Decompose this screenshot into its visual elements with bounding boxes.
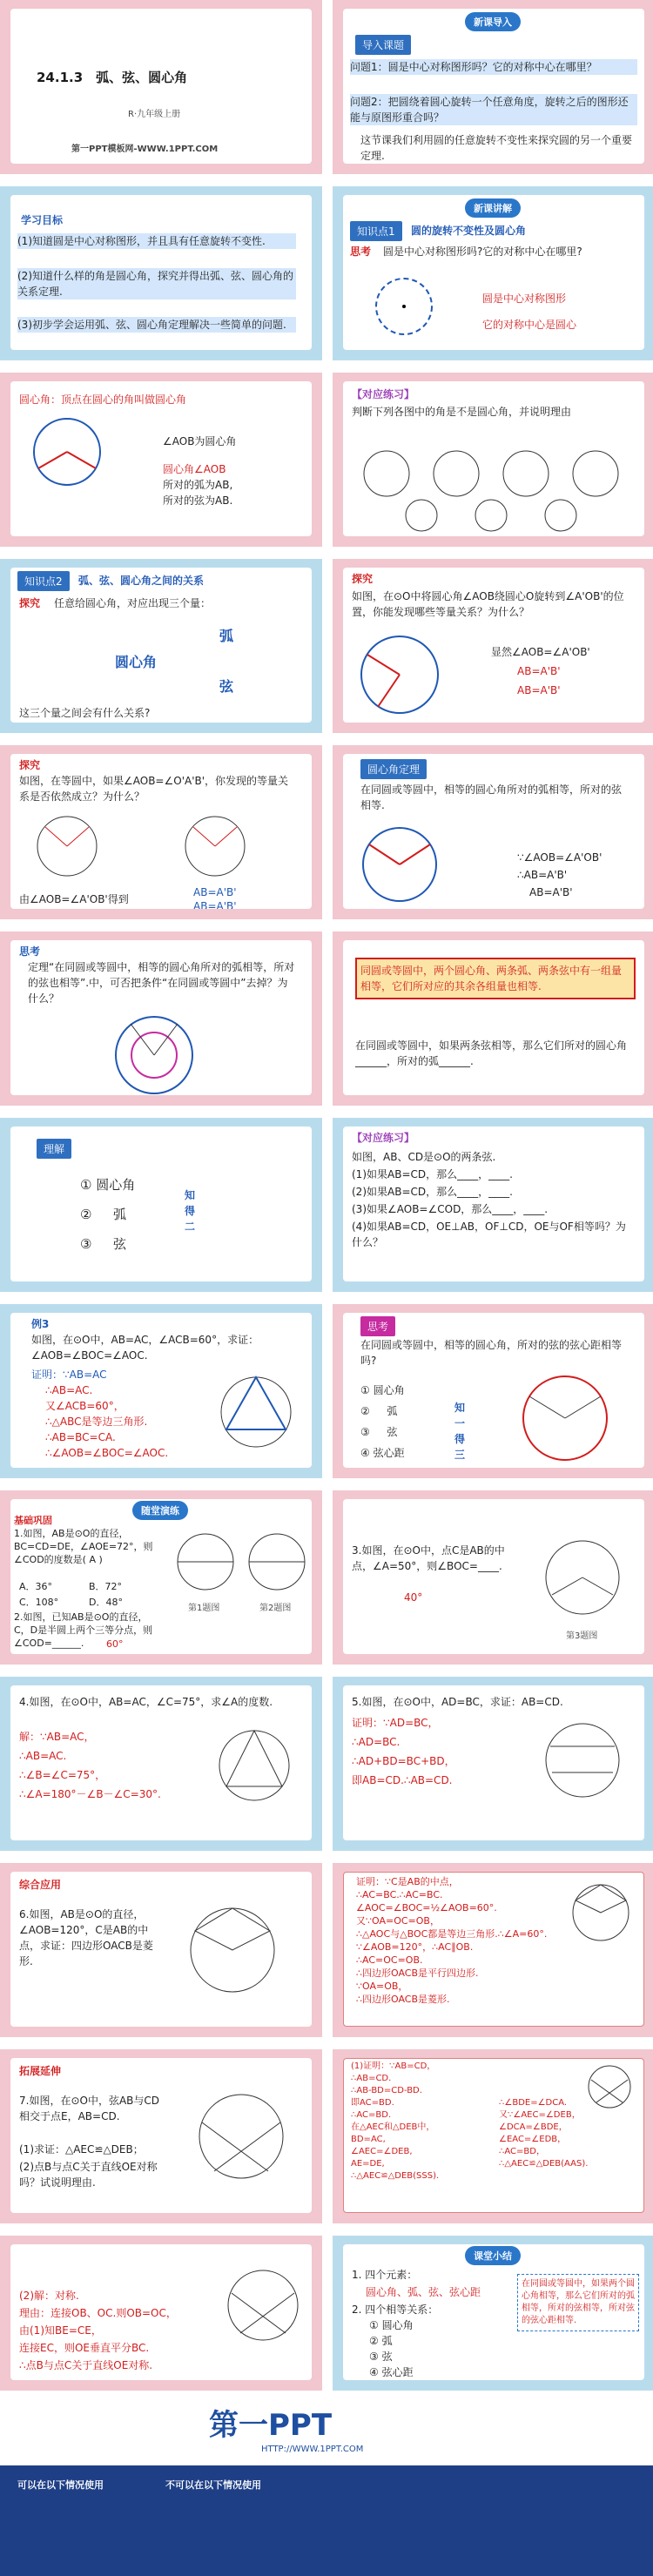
conclusion: 由∠AOB=∠A'OB'得到 xyxy=(19,893,129,905)
explore-label: 探究 xyxy=(19,597,41,609)
knowledge-head: 弧、弦、圆心角之间的关系 xyxy=(78,575,205,587)
proof-1: 证明：∵AB=AC xyxy=(31,1369,107,1381)
explore-question: 如图，在等圆中，如果∠AOB=∠O'A'B'，你发现的等量关系是否依然成立？为什么？ xyxy=(19,775,289,803)
elements: 圆心角、弧、弦、弦心距 xyxy=(366,2286,481,2298)
angle-note-2: 所对的弧为AB, xyxy=(163,479,233,491)
slide-24 xyxy=(333,2049,653,2223)
sol-line-1: (2)解：对称. xyxy=(19,2290,79,2302)
slide-22 xyxy=(333,1863,653,2037)
answer-1: 圆是中心对称图形 xyxy=(482,293,567,305)
item-1: ① 圆心角 xyxy=(360,1384,405,1396)
answer-2: 60° xyxy=(106,1638,124,1650)
proof-line-8: ∴四边形OACB是平行四边形. xyxy=(356,1967,479,1979)
q1-figure xyxy=(171,1527,240,1597)
right-line-2: 又∵∠AEC=∠DEB， xyxy=(499,2110,581,2120)
fill-in-text: 在同圆或等圆中，如果两条弦相等，那么它们所对的圆心角______，所对的弧______. xyxy=(355,1039,628,1067)
q6-figure xyxy=(176,1898,289,2002)
relation-question: 这三个量之间会有什么关系? xyxy=(19,707,151,719)
result-1: AB=A'B' xyxy=(193,886,237,898)
left-line-10: ∴△AEC≌△DEB(SSS). xyxy=(351,2171,440,2181)
answer-3: 40° xyxy=(404,1591,423,1604)
section-tag: 导入课题 xyxy=(355,35,411,55)
answer-2: 它的对称中心是圆心 xyxy=(482,319,577,331)
item-2: ② 弧 xyxy=(360,1405,398,1417)
equal-2: AB=A'B' xyxy=(517,665,561,677)
sol-1: 解：∵AB=AC， xyxy=(19,1731,95,1743)
slide-7 xyxy=(0,559,322,733)
slide-2 xyxy=(333,0,653,174)
left-line-4: 即AC=BD. xyxy=(351,2098,394,2108)
section-badge: 新课讲解 xyxy=(465,198,521,218)
summary-head-2: 2. 四个相等关系： xyxy=(352,2304,439,2316)
left-line-6: 在△AEC和△DEB中， xyxy=(351,2122,435,2132)
basics-tag: 基础巩固 xyxy=(14,1515,52,1526)
think-label: 思考 xyxy=(350,245,372,258)
question-7-1: (1)求证：△AEC≌△DEB； xyxy=(19,2143,144,2156)
footer-cannot-use: 不可以在以下情况使用 xyxy=(165,2479,261,2491)
q5-figure xyxy=(535,1717,630,1804)
proof-line-2: ∴AC=BC.∴AC=BC. xyxy=(356,1889,443,1900)
know-one: 知一得三 xyxy=(454,1402,466,1461)
q7-figure xyxy=(185,2084,298,2189)
slide-9 xyxy=(0,745,322,919)
think-question: 在同圆或等圆中，相等的圆心角，所对的弦的弦心距相等吗? xyxy=(360,1339,623,1367)
proof-line-4: 又∵OA=OC=OB， xyxy=(356,1915,440,1927)
slide-19 xyxy=(0,1677,322,1851)
proof-3: 又∠ACB=60°， xyxy=(45,1400,125,1412)
goal-2: (2)知道什么样的角是圆心角，探究并得出弧、弦、圆心角的关系定理. xyxy=(17,268,296,299)
proof-line-3: ∠AOC=∠BOC=½∠AOB=60°. xyxy=(356,1902,497,1914)
knowledge-tag: 知识点1 xyxy=(350,221,402,241)
item-2: ② 弧 xyxy=(80,1207,126,1222)
q4-figure xyxy=(211,1722,298,1809)
section-badge: 新课导入 xyxy=(465,12,521,31)
left-line-5: ∴AC=BD. xyxy=(351,2110,392,2120)
sol-4: 即AB=CD.∴AB=CD. xyxy=(352,1774,453,1786)
slide-8 xyxy=(333,559,653,733)
think-question: 定理“在同圆或等圆中，相等的圆心角所对的弧相等，所对的弦也相等”.中，可否把条件“在同圆或等圆中”去掉？为什么？ xyxy=(28,961,295,1005)
question-2: 问题2：把圆绕着圆心旋转一个任意角度，旋转之后的图形还能与原图形重合吗？ xyxy=(350,94,637,125)
slide-14 xyxy=(333,1118,653,1292)
think-question: 圆是中心对称图形吗?它的对称中心在哪里? xyxy=(383,245,582,258)
relation-3: ③ 弦 xyxy=(369,2351,393,2363)
equal-3: AB=A'B' xyxy=(517,684,561,696)
sol-1: 证明：∵AD=BC， xyxy=(352,1717,439,1729)
left-line-7: BD=AC, xyxy=(351,2135,386,2144)
slide-10 xyxy=(333,745,653,919)
goal-1: (1)知道圆是中心对称图形，并且具有任意旋转不变性. xyxy=(17,233,296,249)
question-5: 5.如图，在⊙O中，AD=BC，求证：AB=CD. xyxy=(352,1696,563,1708)
summary-note: 在同圆或等圆中，如果两个圆心角相等，那么它们所对的弧相等，所对的弦相等，所对弦的弦心距相等. xyxy=(517,2274,639,2331)
apply-tag: 综合应用 xyxy=(19,1879,62,1891)
proof-4: ∴△ABC是等边三角形. xyxy=(45,1416,148,1428)
theorem-tag: 圆心角定理 xyxy=(360,759,427,779)
sol-line-5: ∴点B与点C关于直线OE对称. xyxy=(19,2359,153,2371)
q7-figure-small xyxy=(579,2061,640,2113)
caption-3: 第3题图 xyxy=(566,1631,598,1641)
right-line-1: ∴∠BDE=∠DCA. xyxy=(499,2098,568,2108)
knowledge-tag: 知识点2 xyxy=(17,571,70,591)
right-line-3: ∠DCA=∠BDE， xyxy=(499,2122,568,2132)
knowledge-head: 圆的旋转不变性及圆心角 xyxy=(411,225,527,237)
sol-line-4: 连接EC，则OE垂直平分BC. xyxy=(19,2342,150,2354)
theorem-text: 在同圆或等圆中，相等的圆心角所对的弧相等，所对的弦相等. xyxy=(360,784,623,811)
lesson-subtitle: R·九年级上册 xyxy=(128,110,181,119)
example-text: 如图，在⊙O中，AB=AC，∠ACB=60°，求证：∠AOB=∠BOC=∠AOC. xyxy=(31,1334,259,1362)
question-1: 问题1：圆是中心对称图形吗？它的对称中心在哪里？ xyxy=(350,59,637,75)
question-3: 3.如图，在⊙O中，点C是AB的中点，∠A=50°，则∠BOC=____. xyxy=(352,1544,505,1572)
right-line-5: ∴AC=BD， xyxy=(499,2147,545,2156)
sol-4: ∴∠A=180°－∠B－∠C=30°. xyxy=(19,1788,161,1800)
slide-17 xyxy=(0,1490,322,1665)
template-credit: 第一PPT模板网-WWW.1PPT.COM xyxy=(71,145,219,154)
slide-3 xyxy=(0,186,322,360)
slide-20 xyxy=(333,1677,653,1851)
angle-note-1: 圆心角∠AOB xyxy=(163,463,226,475)
proof-line-9: ∵OA=OB， xyxy=(356,1981,408,1992)
caption-2: 第2题图 xyxy=(259,1604,292,1613)
left-line-3: ∴AB-BD=CD-BD. xyxy=(351,2086,422,2095)
summary-box: 同圆或等圆中，两个圆心角、两条弧、两条弦中有一组量相等，它们所对应的其余各组量也相等. xyxy=(355,958,636,999)
angle-label: ∠AOB为圆心角 xyxy=(163,435,237,447)
q6-figure-small xyxy=(562,1878,640,1947)
question-7: 7.如图，在⊙O中，弦AB与CD相交于点E，AB=CD. xyxy=(19,2095,160,2122)
extend-tag: 拓展延伸 xyxy=(19,2065,62,2077)
explore-question: 任意给圆心角，对应出现三个量： xyxy=(54,597,212,609)
concentric-figure xyxy=(106,1012,202,1095)
intro-note: 这节课我们利用圆的任意旋转不变性来探究圆的另一个重要定理. xyxy=(360,134,633,162)
right-line-6: ∴△AEC≌△DEB(AAS). xyxy=(499,2159,589,2169)
slide-4 xyxy=(333,186,653,360)
q7-figure-2 xyxy=(219,2262,306,2349)
left-line-8: ∠AEC=∠DEB, xyxy=(351,2147,413,2156)
goal-3: (3)初步学会运用弧、弦、圆心角定理解决一些简单的问题. xyxy=(17,317,296,333)
proof-line-1: 证明：∵C是AB的中点， xyxy=(356,1876,459,1887)
slide-5 xyxy=(0,373,322,547)
relation-2: ② 弧 xyxy=(369,2335,393,2347)
item-4: ④ 弦心距 xyxy=(360,1447,405,1459)
proof-line-6: ∵∠AOB=120°，∴AC∥OB. xyxy=(356,1941,474,1953)
result-2: AB=A'B' xyxy=(193,900,237,909)
know-one: 知得二 xyxy=(185,1189,196,1233)
slide-13 xyxy=(0,1118,322,1292)
sol-3: ∴∠B=∠C=75°， xyxy=(19,1769,106,1781)
sol-line-3: 由(1)知BE=CE， xyxy=(19,2324,102,2337)
definition: 圆心角：顶点在圆心的角叫做圆心角 xyxy=(19,393,187,406)
slide-11 xyxy=(0,932,322,1106)
angle-note-3: 所对的弦为AB. xyxy=(163,494,233,507)
explore-label: 探究 xyxy=(19,759,41,771)
slide-23 xyxy=(0,2049,322,2223)
line-1: (1)如果AB=CD，那么____，____. xyxy=(352,1168,513,1180)
sol-2: ∴AD=BC. xyxy=(352,1736,401,1748)
summary-head-1: 1. 四个元素： xyxy=(352,2269,418,2281)
q3-figure xyxy=(535,1534,630,1621)
lesson-title: 24.1.3 弧、弦、圆心角 xyxy=(37,70,188,85)
example-tag: 例3 xyxy=(31,1318,50,1330)
option-b: B．72° xyxy=(89,1581,123,1592)
dashed-circle-figure xyxy=(369,272,439,341)
line-3: (3)如果∠AOB=∠COD，那么____，____. xyxy=(352,1203,549,1215)
item-1: ① 圆心角 xyxy=(80,1177,136,1193)
option-a: A．36° xyxy=(19,1581,53,1592)
proof-6: ∴∠AOB=∠BOC=∠AOC. xyxy=(45,1447,169,1459)
slide-1 xyxy=(0,0,322,174)
proof-line-7: ∴AC=OC=OB. xyxy=(356,1954,423,1966)
concept-chord: 弦 xyxy=(219,678,234,695)
footer-can-use: 可以在以下情况使用 xyxy=(17,2479,104,2491)
proof-2: ∴AB=AC. xyxy=(45,1384,93,1396)
practice-tag: 【对应练习】 xyxy=(352,1132,415,1144)
concept-angle: 圆心角 xyxy=(115,654,158,670)
question-4: 4.如图，在⊙O中，AB=AC，∠C=75°，求∠A的度数. xyxy=(19,1696,273,1708)
proof-5: ∴AB=BC=CA. xyxy=(45,1431,116,1443)
slide-12 xyxy=(333,932,653,1106)
slide-21 xyxy=(0,1863,322,2037)
q2-figure xyxy=(242,1527,312,1597)
left-line-9: AE=DE, xyxy=(351,2159,385,2169)
formula-1: ∵∠AOB=∠A'OB' xyxy=(517,851,603,864)
triangle-figure xyxy=(212,1367,300,1454)
slide-16 xyxy=(333,1304,653,1478)
line-0: 如图，AB、CD是⊙O的两条弦. xyxy=(352,1151,496,1163)
concept-arc: 弧 xyxy=(219,628,234,644)
section-badge: 随堂演练 xyxy=(132,1501,188,1520)
slide-6 xyxy=(333,373,653,547)
goals-tag: 学习目标 xyxy=(21,214,64,226)
sol-line-2: 理由：连接OB、OC.则OB=OC， xyxy=(19,2307,177,2319)
proof-line-5: ∴△AOC与△BOC都是等边三角形.∴∠A=60°. xyxy=(356,1928,548,1940)
question-1: 1.如图，AB是⊙O的直径，BC=CD=DE，∠AOE=72°，则∠COD的度数是( A ) xyxy=(14,1528,153,1565)
sol-3: ∴AD+BD=BC+BD， xyxy=(352,1755,455,1767)
practice-tag: 【对应练习】 xyxy=(352,388,415,400)
explore-label: 探究 xyxy=(352,573,374,585)
line-2: (2)如果AB=CD，那么____，____. xyxy=(352,1186,513,1198)
think-tag: 思考 xyxy=(19,945,41,958)
practice-figures xyxy=(352,446,639,533)
left-line-1: (1)证明：∵AB=CD， xyxy=(351,2061,436,2071)
option-d: D．48° xyxy=(89,1597,123,1608)
sol-2: ∴AB=AC. xyxy=(19,1750,67,1762)
chord-figure xyxy=(508,1370,622,1466)
slide-1-body xyxy=(10,9,312,164)
footer-logo: 第一PPT xyxy=(209,2408,333,2443)
section-badge: 课堂小结 xyxy=(465,2246,521,2265)
footer-banner xyxy=(0,2391,653,2576)
footer-url: HTTP://WWW.1PPT.COM xyxy=(261,2445,364,2454)
central-angle-figure xyxy=(28,413,106,491)
formula-2: ∴AB=A'B' xyxy=(517,869,568,881)
practice-question: 判断下列各图中的角是不是圆心角，并说明理由 xyxy=(352,406,572,418)
rotation-figure xyxy=(352,627,448,723)
item-3: ③ 弦 xyxy=(360,1426,398,1438)
understand-tag: 理解 xyxy=(37,1139,71,1159)
slide-18 xyxy=(333,1490,653,1665)
right-line-4: ∠EAC=∠EDB， xyxy=(499,2135,567,2144)
slide-15 xyxy=(0,1304,322,1478)
line-4: (4)如果AB=CD，OE⊥AB，OF⊥CD，OE与OF相等吗？为什么？ xyxy=(352,1221,626,1248)
explore-question: 如图，在⊙O中将圆心角∠AOB绕圆心O旋转到∠A'OB'的位置，你能发现哪些等量关系？为什么？ xyxy=(352,590,624,618)
caption-1: 第1题图 xyxy=(188,1604,220,1613)
item-3: ③ 弦 xyxy=(80,1236,126,1252)
option-c: C．108° xyxy=(19,1597,59,1608)
slide-25 xyxy=(0,2236,322,2391)
question-6: 6.如图，AB是⊙O的直径，∠AOB=120°，C是AB的中点，求证：四边形OACB是菱形. xyxy=(19,1908,153,1967)
theorem-figure xyxy=(352,817,448,904)
equal-1: 显然∠AOB=∠A'OB' xyxy=(491,646,590,658)
question-7-2: (2)点B与点C关于直线OE对称吗？试说明理由. xyxy=(19,2161,158,2189)
relation-1: ① 圆心角 xyxy=(369,2319,414,2331)
equal-circles-figure xyxy=(28,811,289,881)
formula-3: AB=A'B' xyxy=(529,886,573,898)
think-tag: 思考 xyxy=(360,1316,395,1336)
question-2: 2.如图，已知AB是⊙O的直径，C，D是半圆上两个三等分点，则∠COD=______. xyxy=(14,1611,153,1649)
slide-26 xyxy=(333,2236,653,2391)
left-line-2: ∴AB=CD. xyxy=(351,2074,392,2083)
relation-4: ④ 弦心距 xyxy=(369,2366,414,2378)
proof-line-10: ∴四边形OACB是菱形. xyxy=(356,1994,450,2005)
